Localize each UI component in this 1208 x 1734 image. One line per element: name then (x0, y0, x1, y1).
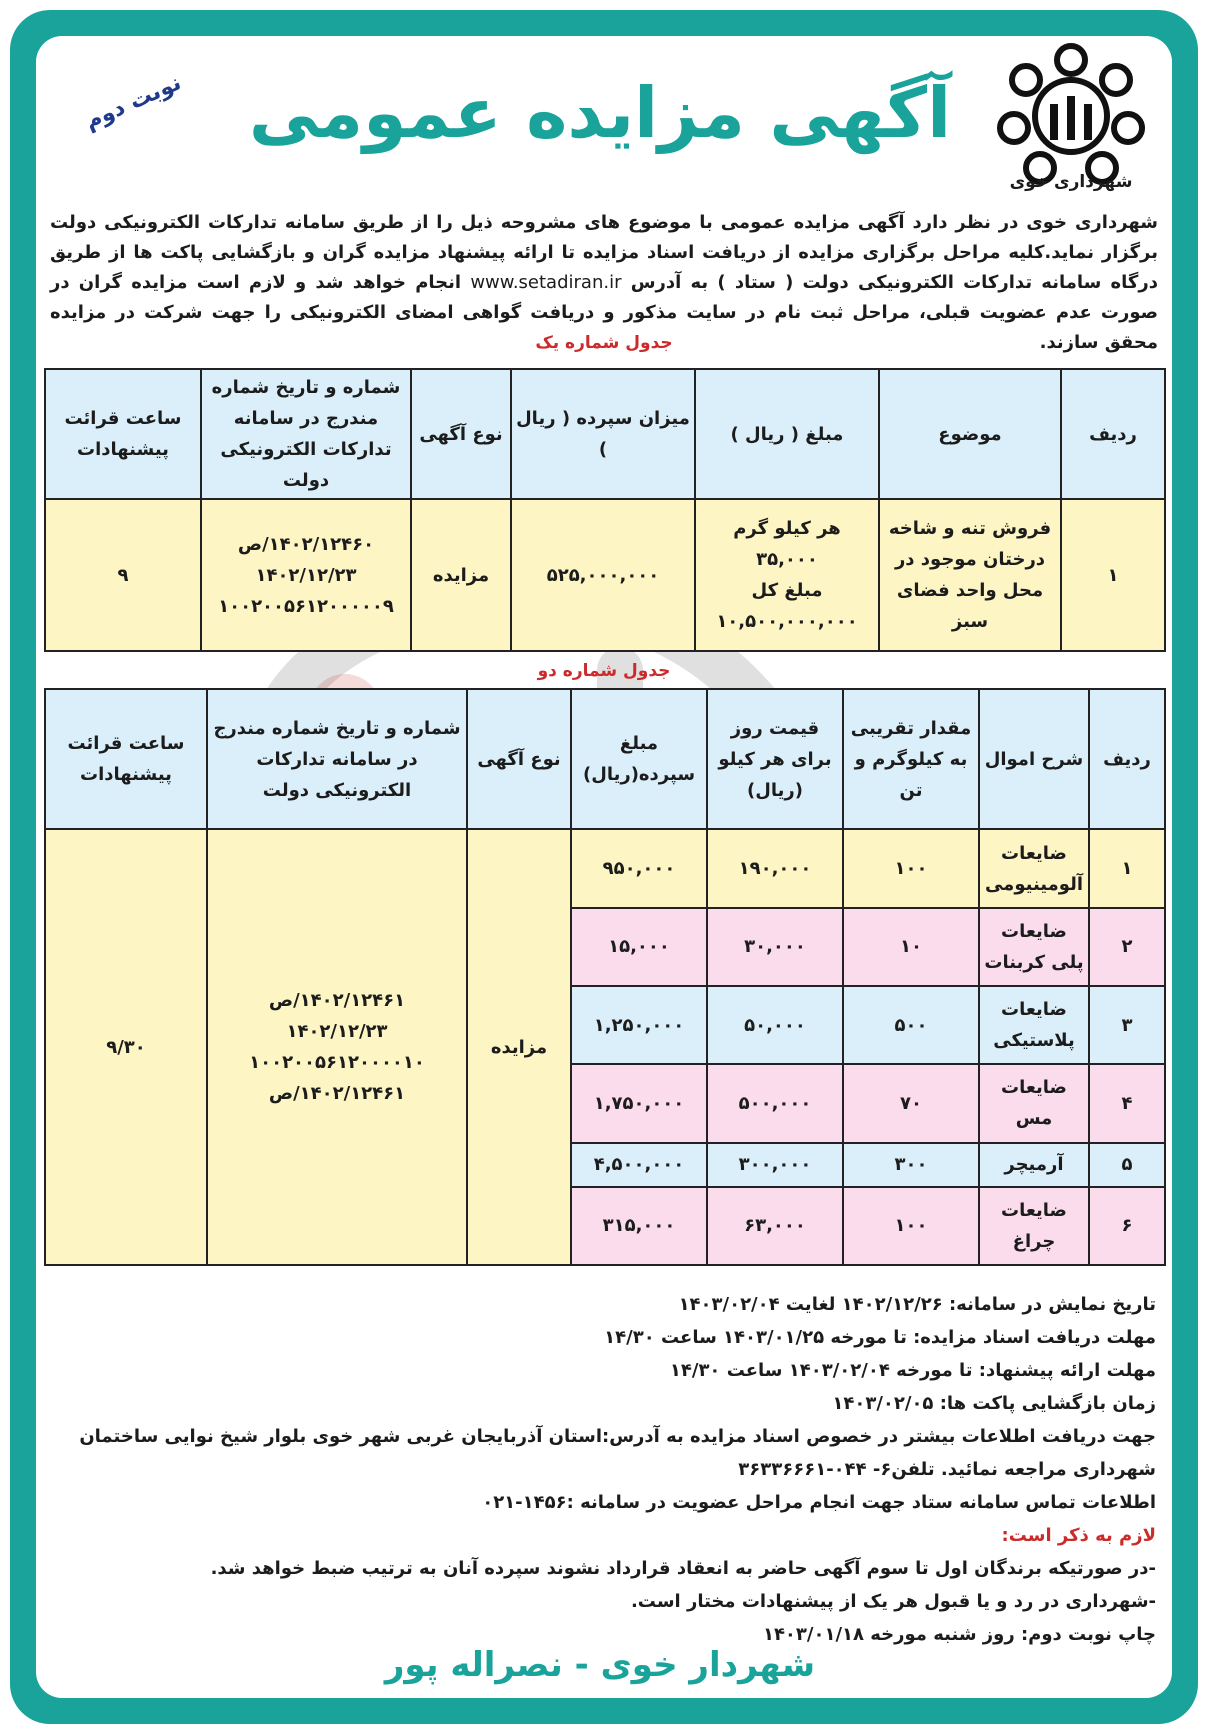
radif-cell: ۶ (1089, 1187, 1165, 1265)
table1-subject: فروش تنه و شاخه درختان موجود در محل واحد فضای سبز (879, 499, 1061, 651)
price-cell: ۵۰,۰۰۰ (707, 986, 843, 1064)
table1-header: ردیف (1061, 369, 1165, 499)
radif-cell: ۳ (1089, 986, 1165, 1064)
footer-line-contact: اطلاعات تماس سامانه ستاد جهت انجام مراحل عضویت در سامانه :۱۴۵۶-۰۲۱ (482, 1492, 1156, 1513)
price-cell: ۵۰۰,۰۰۰ (707, 1064, 843, 1142)
item-cell: ضایعات آلومینیومی (979, 829, 1089, 907)
hour-cell: ۹/۳۰ (45, 829, 207, 1265)
type-cell: مزایده (467, 829, 571, 1265)
intro-text: شهرداری خوی در نظر دارد آگهی مزایده عمومی با موضوع های مشروحه ذیل را از طریق سامانه تدارکات الکترونیکی دولت برگزار نماید.کلیه مراحل برگزاری مزایده از دریافت اسناد مزایده تا ارائه پیشنهاد مزایده گران و بازگشایی پاکت ها از طریق درگاه سامانه تدارکات الکترونیکی دولت ( ستاد ) به آدرس (50, 212, 1158, 293)
qty-cell: ۳۰۰ (843, 1143, 979, 1187)
logo-caption: شهرداری خوی (1009, 172, 1133, 192)
footer-info (52, 1288, 1156, 1651)
footer-line-address: جهت دریافت اطلاعات بیشتر در خصوص اسناد مزایده به آدرس:استان آذربایجان غربی شهر خوی بلوار شیخ نوایی ساختمان شهرداری مراجعه نمائید. تلفن۶- ۰۴۴-۳۶۳۳۶۶۶۱ (79, 1426, 1156, 1480)
item-cell: ضایعات چراغ (979, 1187, 1089, 1265)
table2-header: شماره و تاریخ شماره مندرج در سامانه تدارکات الکترونیکی دولت (207, 689, 467, 829)
print-date-line: چاپ نوبت دوم: روز شنبه مورخه ۱۴۰۳/۰۱/۱۸ (762, 1624, 1156, 1645)
ref-date: ۱۴۰۲/۱۲/۲۳ (255, 564, 357, 586)
qty-cell: ۱۰۰ (843, 1187, 979, 1265)
table2-caption: جدول شماره دو (537, 661, 671, 681)
radif-cell: ۱ (1089, 829, 1165, 907)
price-cell: ۳۰,۰۰۰ (707, 908, 843, 986)
ref-code: ۱۰۰۲۰۰۵۶۱۲۰۰۰۰۰۹ (218, 595, 394, 617)
note-line: -شهرداری در رد و یا قبول هر یک از پیشنهادات مختار است. (630, 1591, 1156, 1612)
table1-caption: جدول شماره یک (535, 333, 673, 353)
ref-cell (207, 829, 467, 1265)
price-total: ۱۰,۵۰۰,۰۰۰,۰۰۰ (716, 611, 858, 632)
deposit-cell: ۱,۲۵۰,۰۰۰ (571, 986, 707, 1064)
table1-hour: ۹ (45, 499, 201, 651)
edition-label: نوبت دوم (81, 70, 186, 135)
qty-cell: ۱۰ (843, 908, 979, 986)
deposit-cell: ۱۵,۰۰۰ (571, 908, 707, 986)
ref-number-2: ۱۴۰۲/۱۲۴۶۱/ص (268, 1083, 406, 1105)
qty-cell: ۱۰۰ (843, 829, 979, 907)
table2-header: قیمت روز برای هر کیلو (ریال) (707, 689, 843, 829)
table1-ref (201, 499, 411, 651)
table1-radif: ۱ (1061, 499, 1165, 651)
ref-number: ۱۴۰۲/۱۲۴۶۰/ص (237, 533, 375, 555)
table1-price (695, 499, 879, 651)
item-cell: ضایعات مس (979, 1064, 1089, 1142)
ref-date: ۱۴۰۲/۱۲/۲۳ (286, 1021, 388, 1043)
ref-number: ۱۴۰۲/۱۲۴۶۱/ص (268, 990, 406, 1012)
note-title: لازم به ذکر است: (1001, 1525, 1156, 1546)
qty-cell: ۷۰ (843, 1064, 979, 1142)
table2-header: مبلغ سپرده(ریال) (571, 689, 707, 829)
table1-header-row (45, 369, 1165, 499)
table2-header: نوع آگهی (467, 689, 571, 829)
price-cell: ۳۰۰,۰۰۰ (707, 1143, 843, 1187)
price-cell: ۶۳,۰۰۰ (707, 1187, 843, 1265)
table2-header: مقدار تقریبی به کیلوگرم و تن (843, 689, 979, 829)
table2-header-row (45, 689, 1165, 829)
deposit-cell: ۳۱۵,۰۰۰ (571, 1187, 707, 1265)
table1-deposit: ۵۲۵,۰۰۰,۰۰۰ (511, 499, 695, 651)
footer-line-opening: زمان بازگشایی پاکت ها: ۱۴۰۳/۰۲/۰۵ (832, 1393, 1156, 1414)
table2-header: ساعت قرائت پیشنهادات (45, 689, 207, 829)
item-cell: ضایعات پلی کربنات (979, 908, 1089, 986)
deposit-cell: ۱,۷۵۰,۰۰۰ (571, 1064, 707, 1142)
table1 (44, 368, 1166, 652)
price-cell: ۱۹۰,۰۰۰ (707, 829, 843, 907)
footer-line-offer-deadline: مهلت ارائه پیشنهاد: تا مورخه ۱۴۰۳/۰۲/۰۴ ساعت ۱۴/۳۰ (669, 1360, 1156, 1381)
table1-header: موضوع (879, 369, 1061, 499)
total-label: مبلغ کل (751, 580, 823, 601)
qty-cell: ۵۰۰ (843, 986, 979, 1064)
table-row (45, 829, 1165, 907)
table1-header: نوع آگهی (411, 369, 511, 499)
table-row (45, 499, 1165, 651)
table1-header: میزان سپرده ( ریال ) (511, 369, 695, 499)
signature: شهردار خوی - نصراله پور (384, 1645, 816, 1685)
deposit-cell: ۹۵۰,۰۰۰ (571, 829, 707, 907)
item-cell: آرمیچر (979, 1143, 1089, 1187)
table1-header: ساعت قرائت پیشنهادات (45, 369, 201, 499)
deposit-cell: ۴,۵۰۰,۰۰۰ (571, 1143, 707, 1187)
note-line: -در صورتیکه برندگان اول تا سوم آگهی حاضر به انعقاد قرارداد نشوند سپرده آنان به ترتیب ضبط خواهد شد. (210, 1558, 1156, 1579)
price-per-kg: ۳۵,۰۰۰ (756, 549, 818, 570)
table2-header: ردیف (1089, 689, 1165, 829)
table1-header: مبلغ ( ریال ) (695, 369, 879, 499)
price-label: هر کیلو گرم (733, 518, 841, 539)
page-title: آگهی مزایده عمومی (248, 72, 952, 154)
intro-text-2: انجام خواهد شد و لازم است مزایده گران در صورت عدم عضویت قبلی، مراحل ثبت نام در سایت مذکور و دریافت گواهی امضای الکترونیکی را جهت شرکت در مزایده محقق سازند. (50, 272, 1158, 353)
table2 (44, 688, 1166, 1266)
radif-cell: ۲ (1089, 908, 1165, 986)
ref-code: ۱۰۰۲۰۰۵۶۱۲۰۰۰۰۱۰ (249, 1052, 425, 1074)
radif-cell: ۵ (1089, 1143, 1165, 1187)
setadiran-link[interactable]: www.setadiran.ir (470, 272, 622, 293)
table1-header: شماره و تاریخ شماره مندرج در سامانه تدارکات الکترونیکی دولت (201, 369, 411, 499)
radif-cell: ۴ (1089, 1064, 1165, 1142)
table1-type: مزایده (411, 499, 511, 651)
footer-line-docs-deadline: مهلت دریافت اسناد مزایده: تا مورخه ۱۴۰۳/۰۱/۲۵ ساعت ۱۴/۳۰ (604, 1327, 1156, 1348)
item-cell: ضایعات پلاستیکی (979, 986, 1089, 1064)
footer-line-display: تاریخ نمایش در سامانه: ۱۴۰۲/۱۲/۲۶ لغایت ۱۴۰۳/۰۲/۰۴ (678, 1294, 1156, 1315)
table2-header: شرح اموال (979, 689, 1089, 829)
